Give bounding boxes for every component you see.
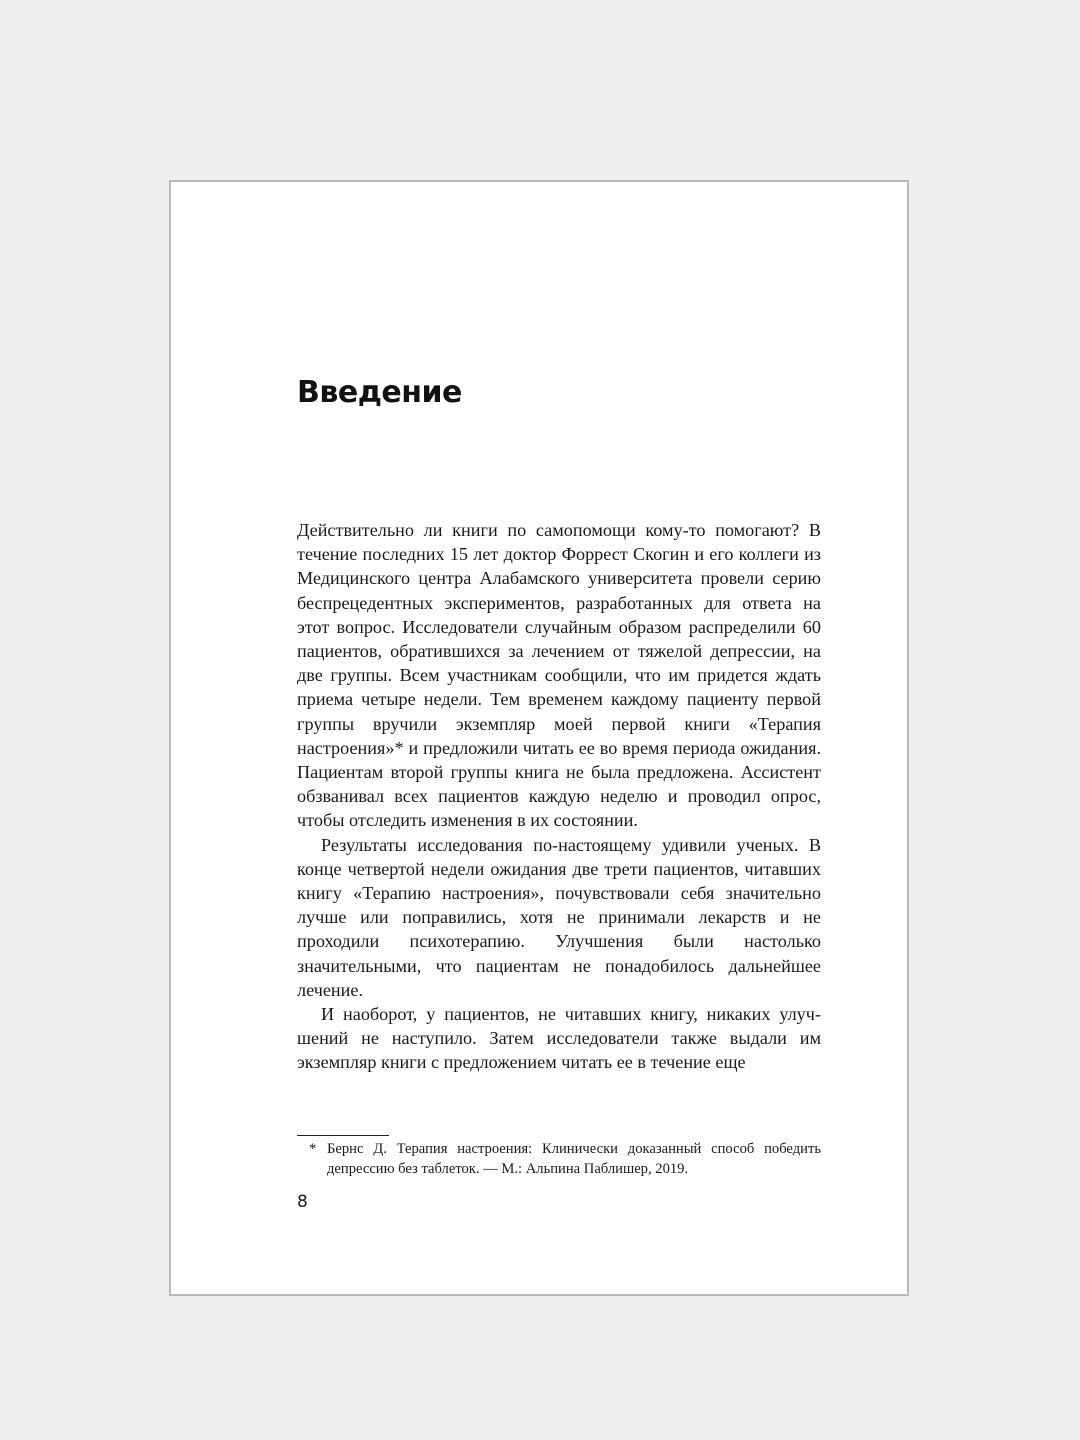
- footnote: [297, 1139, 821, 1179]
- paragraph: Действительно ли книги по самопомощи кому-то помогают? В течение последних 15 лет доктор Форрест Скогин и его коллеги из Медицинского центра Алабамского университета провели серию беспрецедентных экспериментов, разработанных для ответа на этот вопрос. Исследователи случайным образом распределили 60 пациентов, обратившихся за лечением от тяжелой депрессии, на две группы. Всем участникам сообщили, что им придется ждать приема четыре недели. Тем временем каждому пациенту первой группы вручили экземпляр моей первой книги «Терапия настроения»* и предложили читать ее во время периода ожидания. Пациентам второй группы книга не была предложена. Ассистент обзванивал всех пациентов каждую неделю и проводил опрос, чтобы отследить изменения в их состоянии.: [297, 520, 821, 831]
- footnote-text: Бернс Д. Терапия настроения: Клинически доказанный способ победить депрессию без таблеток. — М.: Альпина Паблишер, 2019.: [327, 1141, 821, 1177]
- body-text: [297, 518, 821, 1075]
- book-page: [169, 180, 909, 1296]
- footnote-divider: [297, 1135, 389, 1136]
- footnote-mark: *: [309, 1141, 317, 1157]
- paragraph: И наоборот, у пациентов, не читавших книгу, никаких улучшений не наступило. Затем исследователи также выдали им экземпляр книги с предложением читать ее в течение еще: [297, 1004, 821, 1073]
- chapter-title: Введение: [297, 375, 462, 410]
- page-number: 8: [297, 1192, 308, 1212]
- paragraph: Результаты исследования по-настоящему удивили ученых. В конце четвертой недели ожидания две трети пациентов, читавших книгу «Терапию настроения», почувствовали себя значительно лучше или поправились, хотя не принимали лекарств и не проходили психотерапию. Улучшения были настолько значительными, что пациентам не понадобилось дальнейшее лечение.: [297, 834, 821, 1000]
